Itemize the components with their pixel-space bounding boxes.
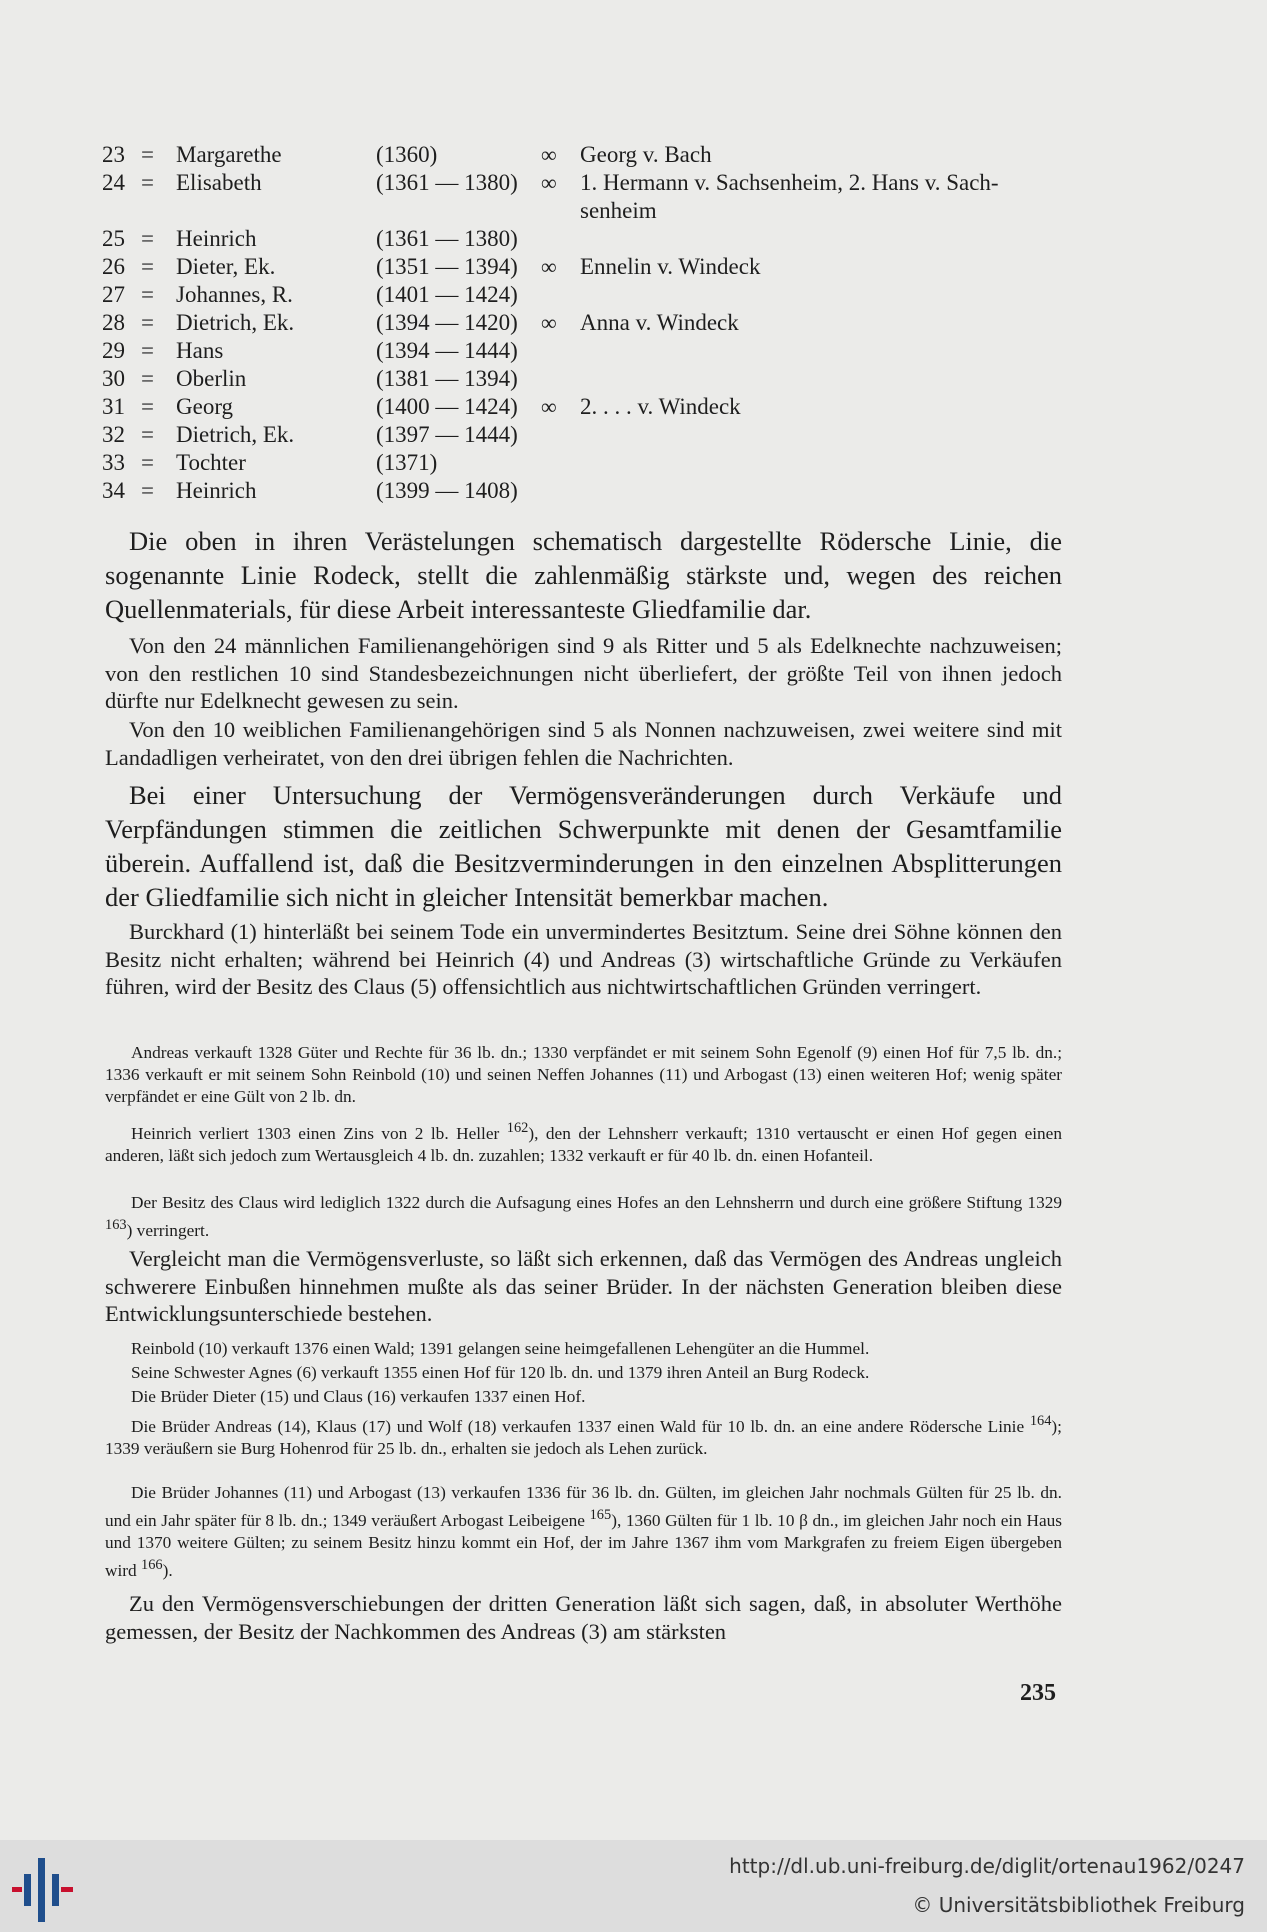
marriage-symbol: ∞ bbox=[541, 170, 557, 195]
paragraph-burckhard: Burckhard (1) hinterläßt bei seinem Tode ein unvermindertes Besitztum. Seine drei Söhne können den Besitz nicht erhalten; während bei Heinrich (4) und Andreas (3) wirtschaftliche Gründe zu Verkäufen führen, wird der Besitz des Claus (5) offensichtlich aus nichtwirtschaftlichen Gründen verringert. bbox=[105, 919, 1062, 999]
marriage-symbol: ∞ bbox=[541, 254, 557, 279]
life-years: (1401 — 1424) bbox=[376, 282, 518, 307]
row-number: 26 bbox=[102, 254, 125, 279]
marriage-symbol: ∞ bbox=[541, 310, 557, 335]
life-years: (1399 — 1408) bbox=[376, 478, 518, 503]
row-number: 28 bbox=[102, 310, 125, 335]
paragraph-rodeck-line: Die oben in ihren Verästelungen schematisch dargestellte Rödersche Linie, die sogenannte Linie Rodeck, stellt die zahlenmäßig stärkste und, wegen des reichen Quellenmaterials, für diese Arbeit interessanteste Gliedfamilie dar. bbox=[105, 526, 1062, 624]
genealogy-row bbox=[0, 365, 1267, 393]
spouse-name-continued: senheim bbox=[580, 198, 657, 223]
genealogy-row bbox=[0, 337, 1267, 365]
equals-sign: = bbox=[141, 282, 154, 307]
equals-sign: = bbox=[141, 142, 154, 167]
equals-sign: = bbox=[141, 450, 154, 475]
life-years: (1361 — 1380) bbox=[376, 170, 518, 195]
note-dieter-claus: Die Brüder Dieter (15) und Claus (16) verkaufen 1337 einen Hof. bbox=[131, 1387, 586, 1406]
equals-sign: = bbox=[141, 394, 154, 419]
row-number: 24 bbox=[102, 170, 125, 195]
person-name: Margarethe bbox=[176, 142, 282, 167]
footnote-ref: 165 bbox=[589, 1507, 612, 1524]
life-years: (1400 — 1424) bbox=[376, 394, 518, 419]
document-url-link[interactable]: http://dl.ub.uni-freiburg.de/diglit/ortenau1962/0247 bbox=[729, 1854, 1245, 1878]
genealogy-row bbox=[0, 449, 1267, 477]
life-years: (1397 — 1444) bbox=[376, 422, 518, 447]
note-reinbold: Reinbold (10) verkauft 1376 einen Wald; 1391 gelangen seine heimgefallenen Lehengüter an die Hummel. bbox=[131, 1339, 870, 1358]
row-number: 30 bbox=[102, 366, 125, 391]
note-andreas-klaus-wolf: Die Brüder Andreas (14), Klaus (17) und Wolf (18) verkaufen 1337 einen Wald für 10 lb. dn. an eine andere Rödersche Linie $^{164}$); 1339 veräußern sie Burg Hohenrod für 25 lb. dn., erhalten sie jedoch als Lehen zurück. bbox=[105, 1413, 1062, 1458]
life-years: (1361 — 1380) bbox=[376, 226, 518, 251]
person-name: Tochter bbox=[176, 450, 246, 475]
person-name: Heinrich bbox=[176, 478, 257, 503]
paragraph-third-generation: Zu den Vermögensverschiebungen der dritten Generation läßt sich sagen, daß, in absoluter Werthöhe gemessen, der Besitz der Nachkommen des Andreas (3) am stärksten bbox=[105, 1591, 1062, 1644]
life-years: (1394 — 1420) bbox=[376, 310, 518, 335]
ub-freiburg-logo-icon bbox=[10, 1854, 80, 1926]
genealogy-row bbox=[0, 421, 1267, 449]
life-years: (1360) bbox=[376, 142, 438, 167]
genealogy-row bbox=[0, 281, 1267, 309]
equals-sign: = bbox=[141, 170, 154, 195]
person-name: Heinrich bbox=[176, 226, 257, 251]
paragraph-wealth-analysis: Bei einer Untersuchung der Vermögensveränderungen durch Verkäufe und Verpfändungen stimmen die zeitlichen Schwerpunkte mit denen der Gesamtfamilie überein. Auffallend ist, daß die Besitzverminderungen in den einzelnen Absplitterungen der Gliedfamilie sich nicht in gleicher Intensität bemerkbar machen. bbox=[105, 780, 1062, 912]
row-number: 34 bbox=[102, 478, 125, 503]
spouse-name: 1. Hermann v. Sachsenheim, 2. Hans v. Sach- bbox=[580, 170, 999, 195]
spouse-name: Georg v. Bach bbox=[580, 142, 712, 167]
row-number: 33 bbox=[102, 450, 125, 475]
person-name: Dieter, Ek. bbox=[176, 254, 276, 279]
genealogy-row bbox=[0, 477, 1267, 505]
genealogy-row bbox=[0, 169, 1267, 197]
equals-sign: = bbox=[141, 338, 154, 363]
copyright-text: © Universitätsbibliothek Freiburg bbox=[912, 1893, 1245, 1917]
note-claus: Der Besitz des Claus wird lediglich 1322 durch die Aufsagung eines Hofes an den Lehnsherrn und durch eine größere Stiftung 1329 $^{163}$) verringert. bbox=[105, 1193, 1062, 1240]
footnote-ref: 166 bbox=[141, 1557, 163, 1574]
row-number: 27 bbox=[102, 282, 125, 307]
genealogy-row bbox=[0, 225, 1267, 253]
person-name: Dietrich, Ek. bbox=[176, 422, 295, 447]
row-number: 23 bbox=[102, 142, 125, 167]
note-johannes-arbogast: Die Brüder Johannes (11) und Arbogast (13) verkaufen 1336 für 36 lb. dn. Gülten, im gleichen Jahr nochmals Gülten für 25 lb. dn. und ein Jahr später für 8 lb. dn.; 1349 veräußert Arbogast Leibeigene $^{165}$), 1360 Gülten für 1 lb. 10 β dn., im gleichen Jahr noch ein Haus und 1370 weitere Gülten; zu seinem Besitz hinzu kommt ein Hof, der im Jahre 1367 ihm vom Markgrafen zu freiem Eigen übergeben wird $^{166}$). bbox=[105, 1483, 1062, 1581]
life-years: (1351 — 1394) bbox=[376, 254, 518, 279]
equals-sign: = bbox=[141, 254, 154, 279]
row-number: 32 bbox=[102, 422, 125, 447]
person-name: Georg bbox=[176, 394, 234, 419]
page-number: 235 bbox=[1020, 1680, 1056, 1706]
life-years: (1371) bbox=[376, 450, 438, 475]
spouse-name: 2. . . . v. Windeck bbox=[580, 394, 741, 419]
note-heinrich: Heinrich verliert 1303 einen Zins von 2 lb. Heller $^{162}$), den der Lehnsherr verkauft; 1310 vertauscht er einen Hof gegen einen anderen, läßt sich jedoch zum Wertausgleich 4 lb. dn. zuzahlen; 1332 verkauft er für 40 lb. dn. einen Hofanteil. bbox=[105, 1120, 1062, 1165]
person-name: Dietrich, Ek. bbox=[176, 310, 295, 335]
person-name: Oberlin bbox=[176, 366, 247, 391]
paragraph-male-members: Von den 24 männlichen Familienangehörigen sind 9 als Ritter und 5 als Edelknechte nachzuweisen; von den restlichen 10 sind Standesbezeichnungen nicht überliefert, der größte Teil von ihnen jedoch dürfte nur Edelknecht gewesen zu sein. bbox=[105, 633, 1062, 713]
row-number: 31 bbox=[102, 394, 125, 419]
row-number: 29 bbox=[102, 338, 125, 363]
footer-bar bbox=[0, 1840, 1267, 1932]
marriage-symbol: ∞ bbox=[541, 394, 557, 419]
genealogy-row bbox=[0, 253, 1267, 281]
equals-sign: = bbox=[141, 478, 154, 503]
person-name: Hans bbox=[176, 338, 224, 363]
spouse-name: Ennelin v. Windeck bbox=[580, 254, 761, 279]
genealogy-row bbox=[0, 309, 1267, 337]
footnote-ref: 164 bbox=[1029, 1413, 1052, 1429]
equals-sign: = bbox=[141, 366, 154, 391]
person-name: Johannes, R. bbox=[176, 282, 293, 307]
spouse-name: Anna v. Windeck bbox=[580, 310, 739, 335]
note-agnes: Seine Schwester Agnes (6) verkauft 1355 einen Hof für 120 lb. dn. und 1379 ihren Anteil an Burg Rodeck. bbox=[131, 1363, 870, 1382]
genealogy-row bbox=[0, 393, 1267, 421]
equals-sign: = bbox=[141, 226, 154, 251]
row-number: 25 bbox=[102, 226, 125, 251]
equals-sign: = bbox=[141, 422, 154, 447]
marriage-symbol: ∞ bbox=[541, 142, 557, 167]
paragraph-female-members: Von den 10 weiblichen Familienangehörigen sind 5 als Nonnen nachzuweisen, zwei weitere sind mit Landadligen verheiratet, von den drei übrigen fehlen die Nachrichten. bbox=[105, 717, 1062, 770]
genealogy-row bbox=[0, 141, 1267, 169]
life-years: (1394 — 1444) bbox=[376, 338, 518, 363]
note-andreas: Andreas verkauft 1328 Güter und Rechte für 36 lb. dn.; 1330 verpfändet er mit seinem Sohn Egenolf (9) einen Hof für 7,5 lb. dn.; 1336 verkauft er mit seinem Sohn Reinbold (10) und seinen Neffen Johannes (11) und Arbogast (13) einen weiteren Hof; wenig später verpfändet er eine Gült von 2 lb. dn. bbox=[105, 1043, 1062, 1107]
life-years: (1381 — 1394) bbox=[376, 366, 518, 391]
person-name: Elisabeth bbox=[176, 170, 262, 195]
footnote-ref: 163 bbox=[105, 1217, 127, 1234]
paragraph-comparison: Vergleicht man die Vermögensverluste, so läßt sich erkennen, daß das Vermögen des Andreas ungleich schwerere Einbußen hinnehmen mußte als das seiner Brüder. In der nächsten Generation bleiben diese Entwicklungsunterschiede bestehen. bbox=[105, 1246, 1062, 1326]
equals-sign: = bbox=[141, 310, 154, 335]
footnote-ref: 162 bbox=[506, 1120, 529, 1136]
